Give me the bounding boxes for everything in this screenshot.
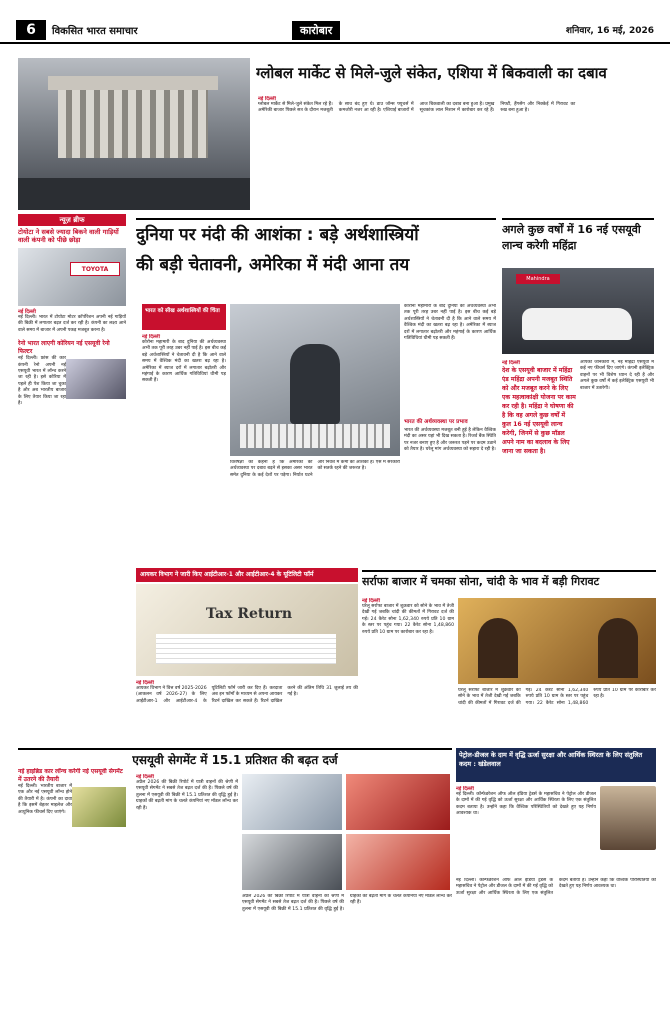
mahindra-photo: Mahindra — [502, 268, 654, 354]
renault-headline: रेनो भारत लाएगी कोरियन नई एसयूवी रेनो फिल्टर — [18, 340, 110, 356]
hybrid-car-story — [18, 768, 126, 1004]
main-story-col2: विशेषज्ञों का कहना है कि अमेरिका की अर्थव्यवस्था पर दबाव बढ़ने से इसका असर भारत समेत दुनिया के कई देशों पर पड़ेगा। निर्यात घटने और निवेश में कमी की आशंका है। ऐसे में सरकारों को सतर्क रहने की जरूरत है। — [230, 460, 400, 478]
page-number: 6 — [16, 20, 46, 40]
suv-car-photo-3 — [242, 834, 342, 890]
news-brief-label: न्यूज़ ब्रीफ — [18, 214, 126, 226]
mahindra-pull-quote: नई दिल्ली देश के एसयूवी बाजार में महिंद्रा एंड महिंद्रा अपनी मजबूत स्थिति को और मजबूत करने के लिए एक महत्वाकांक्षी योजना पर काम कर रही है। महिंद्रा ने घोषणा की है कि वह अगले कुछ वर्षों में कुल 16 नई एसयूवी लान्च करेगी, जिनमें से कुछ मॉडल अपने नाम का बदलाव के लिए जाना जा सकता है। — [502, 360, 576, 455]
suv-car-photo-4 — [346, 834, 450, 890]
suv-headline: एसयूवी सेगमेंट में 15.1 प्रतिशत की बढ़त दर्ज — [18, 748, 452, 768]
toyota-story — [18, 228, 126, 528]
main-headline: दुनिया पर मंदी की आशंका : बड़े अर्थशास्त्रियों की बड़ी चेतावनी, अमेरिका में मंदी आना तय — [136, 218, 496, 298]
lead-byline: नई दिल्ली — [258, 96, 276, 102]
renault-body: नई दिल्ली। फ्रांस की कार कंपनी रेनो अपनी नई एसयूवी भारत में लॉन्च करने जा रही है। इसे कोरिया में पहले ही पेश किया जा चुका है और अब भारतीय बाजार के लिए तैयार किया जा रहा है। — [18, 356, 66, 407]
itr-headline: आयकर विभाग ने जारी किए आईटीआर-1 और आईटीआर-4 के यूटिलिटी फॉर्म — [136, 568, 358, 582]
masthead — [0, 0, 670, 44]
gold-story-cont: घरेलू सर्राफा बाजार में शुक्रवार को सोने के भाव में तेजी देखी गई जबकि चांदी की कीमतों में गिरावट दर्ज की गई। 24 कैरेट सोना 1,62,340 रुपये प्रति 10 ग्राम के स्तर पर पहुंच गया। 22 कैरेट सोना 1,48,860 रुपये प्रति 10 ग्राम पर कारोबार कर रहा है। — [458, 688, 656, 706]
hybrid-body: नई दिल्ली। भारतीय बाजार में एक और नई एसयूवी लॉन्च होने की तैयारी में है। कंपनी का दावा है कि इसमें बेहतर माइलेज और आधुनिक फीचर्स दिए जाएंगे। — [18, 784, 72, 815]
mahindra-headline: अगले कुछ वर्षों में 16 नई एसयूवी लान्च करेगी महिंद्रा — [502, 218, 654, 268]
main-story-tag: भारत को सीख अर्थशास्त्रियों की चिंता — [142, 304, 226, 330]
suv-story-cont: अप्रैल 2026 की बिक्री रिपोर्ट में यात्री वाहनों की श्रेणी में एसयूवी सेगमेंट ने सबसे तेज बढ़त दर्ज की है। पिछले वर्ष की तुलना में एसयूवी की बिक्री में 15.1 प्रतिशत की वृद्धि हुई है। ग्राहकों की बढ़ती मांग के चलते कंपनियां नए मॉडल लॉन्च कर रही हैं। — [242, 894, 452, 912]
toyota-body: नई दिल्ली। भारत में टोयोटा मोटर कॉर्पोरेशन अपनी नई गाड़ियों की बिक्री में लगातार बढ़त दर्ज कर रही है। कंपनी का लक्ष्य आने वाले समय में बाजार में अपनी पकड़ मजबूत करना है। — [18, 315, 126, 333]
khandelwal-portrait — [600, 786, 656, 850]
hybrid-headline: नई हाइब्रिड कार लॉन्च करेगी नई एसयूवी सेगमेंट में उतरने की तैयारी — [18, 768, 123, 783]
main-story-col3: कोरोना महामारी के बाद दुनिया की अर्थव्यवस्था अभी तक पूरी तरह उबर नहीं पाई है। इस बीच कई बड़े अर्थशास्त्रियों ने चेतावनी दी है कि आने वाले समय में वैश्विक मंदी का खतरा बढ़ रहा है। अमेरिका में ब्याज दरों में लगातार बढ़ोतरी और महंगाई के कारण आर्थिक गतिविधियां धीमी पड़ सकती हैं। भारत की अर्थव्यवस्था पर प्रभाव भारत की अर्थव्यवस्था मजबूत बनी हुई है लेकिन वैश्विक मंदी का असर यहां भी दिख सकता है। रिजर्व बैंक स्थिति पर नजर बनाए हुए है और जरूरत पड़ने पर कदम उठाने को तैयार है। घरेलू मांग अर्थव्यवस्था को सहारा दे रही है। — [404, 304, 496, 453]
wall-street-photo — [18, 58, 250, 210]
petrol-story: नई दिल्ली नई दिल्ली। कॉन्फेडरेशन ऑफ ऑल इंडिया ट्रेडर्स के महासचिव ने पेट्रोल और डीजल के दामों में की गई वृद्धि को ऊर्जा सुरक्षा और आर्थिक स्थिरता के लिए एक संतुलित कदम बताया है। उन्होंने कहा कि वैश्विक परिस्थितियों को देखते हुए यह निर्णय आवश्यक था। — [456, 786, 596, 817]
issue-date: शनिवार, 16 मई, 2026 — [565, 26, 654, 36]
suv-car-photo-1 — [242, 774, 342, 830]
gold-story: नई दिल्ली घरेलू सर्राफा बाजार में शुक्रवार को सोने के भाव में तेजी देखी गई जबकि चांदी की कीमतों में गिरावट दर्ज की गई। 24 कैरेट सोना 1,62,340 रुपये प्रति 10 ग्राम के स्तर पर पहुंच गया। 22 कैरेट सोना 1,48,860 रुपये प्रति 10 ग्राम पर कारोबार कर रहा है। — [362, 598, 454, 635]
toyota-byline: नई दिल्ली — [18, 309, 36, 315]
mahindra-body: आपकी जानकारी में, नई महिंद्रा एसयूवी में कई नए फीचर्स दिए जाएंगे। कंपनी इलेक्ट्रिक वाहनों पर भी विशेष ध्यान दे रही है और अगले कुछ वर्षों में कई इलेक्ट्रिक एसयूवी भी बाजार में उतारेगी। — [580, 360, 654, 391]
suv-car-photo-2 — [346, 774, 450, 830]
section-label: कारोबार — [292, 21, 340, 40]
toyota-photo: TOYOTA — [18, 248, 126, 306]
itr-story: नई दिल्ली आयकर विभाग ने वित्त वर्ष 2025-2026 (आकलन वर्ष 2026-27) के लिए आईटीआर-1 और आईटीआर-4 के यूटिलिटी फॉर्म जारी कर दिए हैं। करदाता अब इन फॉर्मों के माध्यम से अपना आयकर रिटर्न दाखिल कर सकते हैं। रिटर्न दाखिल करने की अंतिम तिथि 31 जुलाई तय की गई है। — [136, 680, 358, 704]
petrol-headline: पेट्रोल-डीजल के दाम में वृद्धि ऊर्जा सुरक्षा और आर्थिक स्थिरता के लिए संतुलित कदम : खंडेलवाल — [456, 748, 656, 782]
gold-headline: सर्राफा बाजार में चमका सोना, चांदी के भाव में बड़ी गिरावट — [362, 570, 656, 594]
main-subhead: भारत की अर्थव्यवस्था पर प्रभाव — [404, 419, 468, 425]
hybrid-car-photo — [72, 787, 126, 827]
tax-return-photo: Tax Return — [136, 584, 358, 676]
recession-photo — [230, 304, 400, 456]
toyota-headline: टोयोटा ने सबसे ज्यादा बिकने वाली गाड़ियों वाली कंपनी को पीछे छोड़ा — [18, 228, 119, 244]
lead-headline: ग्लोबल मार्केट से मिले-जुले संकेत, एशिया में बिकवाली का दबाव — [256, 64, 607, 82]
gold-jewellery-photo — [458, 598, 656, 684]
paper-name: विकसित भारत समाचार — [52, 26, 138, 37]
renault-photo — [66, 359, 126, 399]
main-story-col1: नई दिल्ली कोरोना महामारी के बाद दुनिया की अर्थव्यवस्था अभी तक पूरी तरह उबर नहीं पाई है। इस बीच कई बड़े अर्थशास्त्रियों ने चेतावनी दी है कि आने वाले समय में वैश्विक मंदी का खतरा बढ़ रहा है। अमेरिका में ब्याज दरों में लगातार बढ़ोतरी और महंगाई के कारण आर्थिक गतिविधियां धीमी पड़ सकती हैं। — [142, 334, 226, 384]
lead-body: ग्लोबल मार्केट से मिले-जुले संकेत मिल रहे हैं। अमेरिकी बाजार पिछले सत्र के दौरान मजबूती के साथ बंद हुए थे। डाउ जॉन्स फ्यूचर्स में कमजोरी नजर आ रही है। एशियाई बाजारों में आज बिकवाली का दबाव बना हुआ है। प्रमुख सूचकांक लाल निशान में कारोबार कर रहे हैं। निफ्टी, हैंगसेंग और निक्केई में गिरावट का रुख बना हुआ है। — [258, 102, 576, 114]
petrol-story-cont: नई दिल्ली। कॉन्फेडरेशन ऑफ ऑल इंडिया ट्रेडर्स के महासचिव ने पेट्रोल और डीजल के दामों में की गई वृद्धि को ऊर्जा सुरक्षा और आर्थिक स्थिरता के लिए एक संतुलित कदम बताया है। उन्होंने कहा कि वैश्विक परिस्थितियों को देखते हुए यह निर्णय आवश्यक था। — [456, 878, 656, 896]
lead-story — [258, 96, 656, 208]
suv-story: नई दिल्ली अप्रैल 2026 की बिक्री रिपोर्ट में यात्री वाहनों की श्रेणी में एसयूवी सेगमेंट ने सबसे तेज बढ़त दर्ज की है। पिछले वर्ष की तुलना में एसयूवी की बिक्री में 15.1 प्रतिशत की वृद्धि हुई है। ग्राहकों की बढ़ती मांग के चलते कंपनियां नए मॉडल लॉन्च कर रही हैं। — [136, 774, 238, 811]
